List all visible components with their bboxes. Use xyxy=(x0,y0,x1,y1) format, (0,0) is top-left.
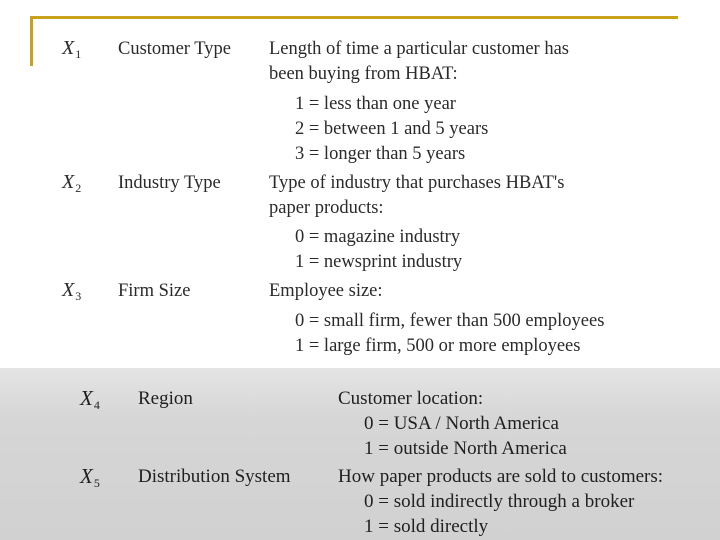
variable-x3-name: Firm Size xyxy=(118,281,191,301)
variable-x4-code-1: 0 = USA / North America xyxy=(364,413,559,434)
variable-x2-desc-line-2: paper products: xyxy=(269,198,384,218)
variable-x5-desc-line-1: How paper products are sold to customers: xyxy=(338,466,664,487)
frame-top-border xyxy=(30,16,678,19)
variable-x1-code-3: 3 = longer than 5 years xyxy=(295,144,466,164)
variable-x1-name: Customer Type xyxy=(118,39,231,59)
variable-x4-desc-line-1: Customer location: xyxy=(338,388,484,409)
variable-x1-symbol: $X_1$ xyxy=(62,37,82,61)
variable-x3-desc-line-1: Employee size: xyxy=(269,281,383,301)
variable-x2-code-1: 0 = magazine industry xyxy=(295,227,461,247)
variable-x1-desc-line-2: been buying from HBAT: xyxy=(269,64,458,84)
variable-x2-desc-line-1: Type of industry that purchases HBAT's xyxy=(269,173,565,193)
frame-left-border xyxy=(30,16,33,66)
variable-x1-desc-line-1: Length of time a particular customer has xyxy=(269,39,570,59)
variable-x5-name: Distribution System xyxy=(138,466,291,487)
variable-x4-name: Region xyxy=(138,388,193,409)
variable-x5-symbol: $X_5$ xyxy=(80,464,100,490)
variable-x2-name: Industry Type xyxy=(118,173,221,193)
variable-x1-code-1: 1 = less than one year xyxy=(295,94,456,114)
variable-x3-symbol: $X_3$ xyxy=(62,279,82,303)
variable-x2-code-2: 1 = newsprint industry xyxy=(295,252,463,272)
variable-x3-code-2: 1 = large firm, 500 or more employees xyxy=(295,336,581,356)
variable-x4-symbol: $X_4$ xyxy=(80,386,100,412)
variable-x1-code-2: 2 = between 1 and 5 years xyxy=(295,119,489,139)
variable-x2-symbol: $X_2$ xyxy=(62,171,82,195)
variable-x5-code-2: 1 = sold directly xyxy=(364,516,489,537)
variable-x3-code-1: 0 = small firm, fewer than 500 employees xyxy=(295,311,605,331)
variable-x4-code-2: 1 = outside North America xyxy=(364,438,567,459)
variable-x5-code-1: 0 = sold indirectly through a broker xyxy=(364,491,635,512)
